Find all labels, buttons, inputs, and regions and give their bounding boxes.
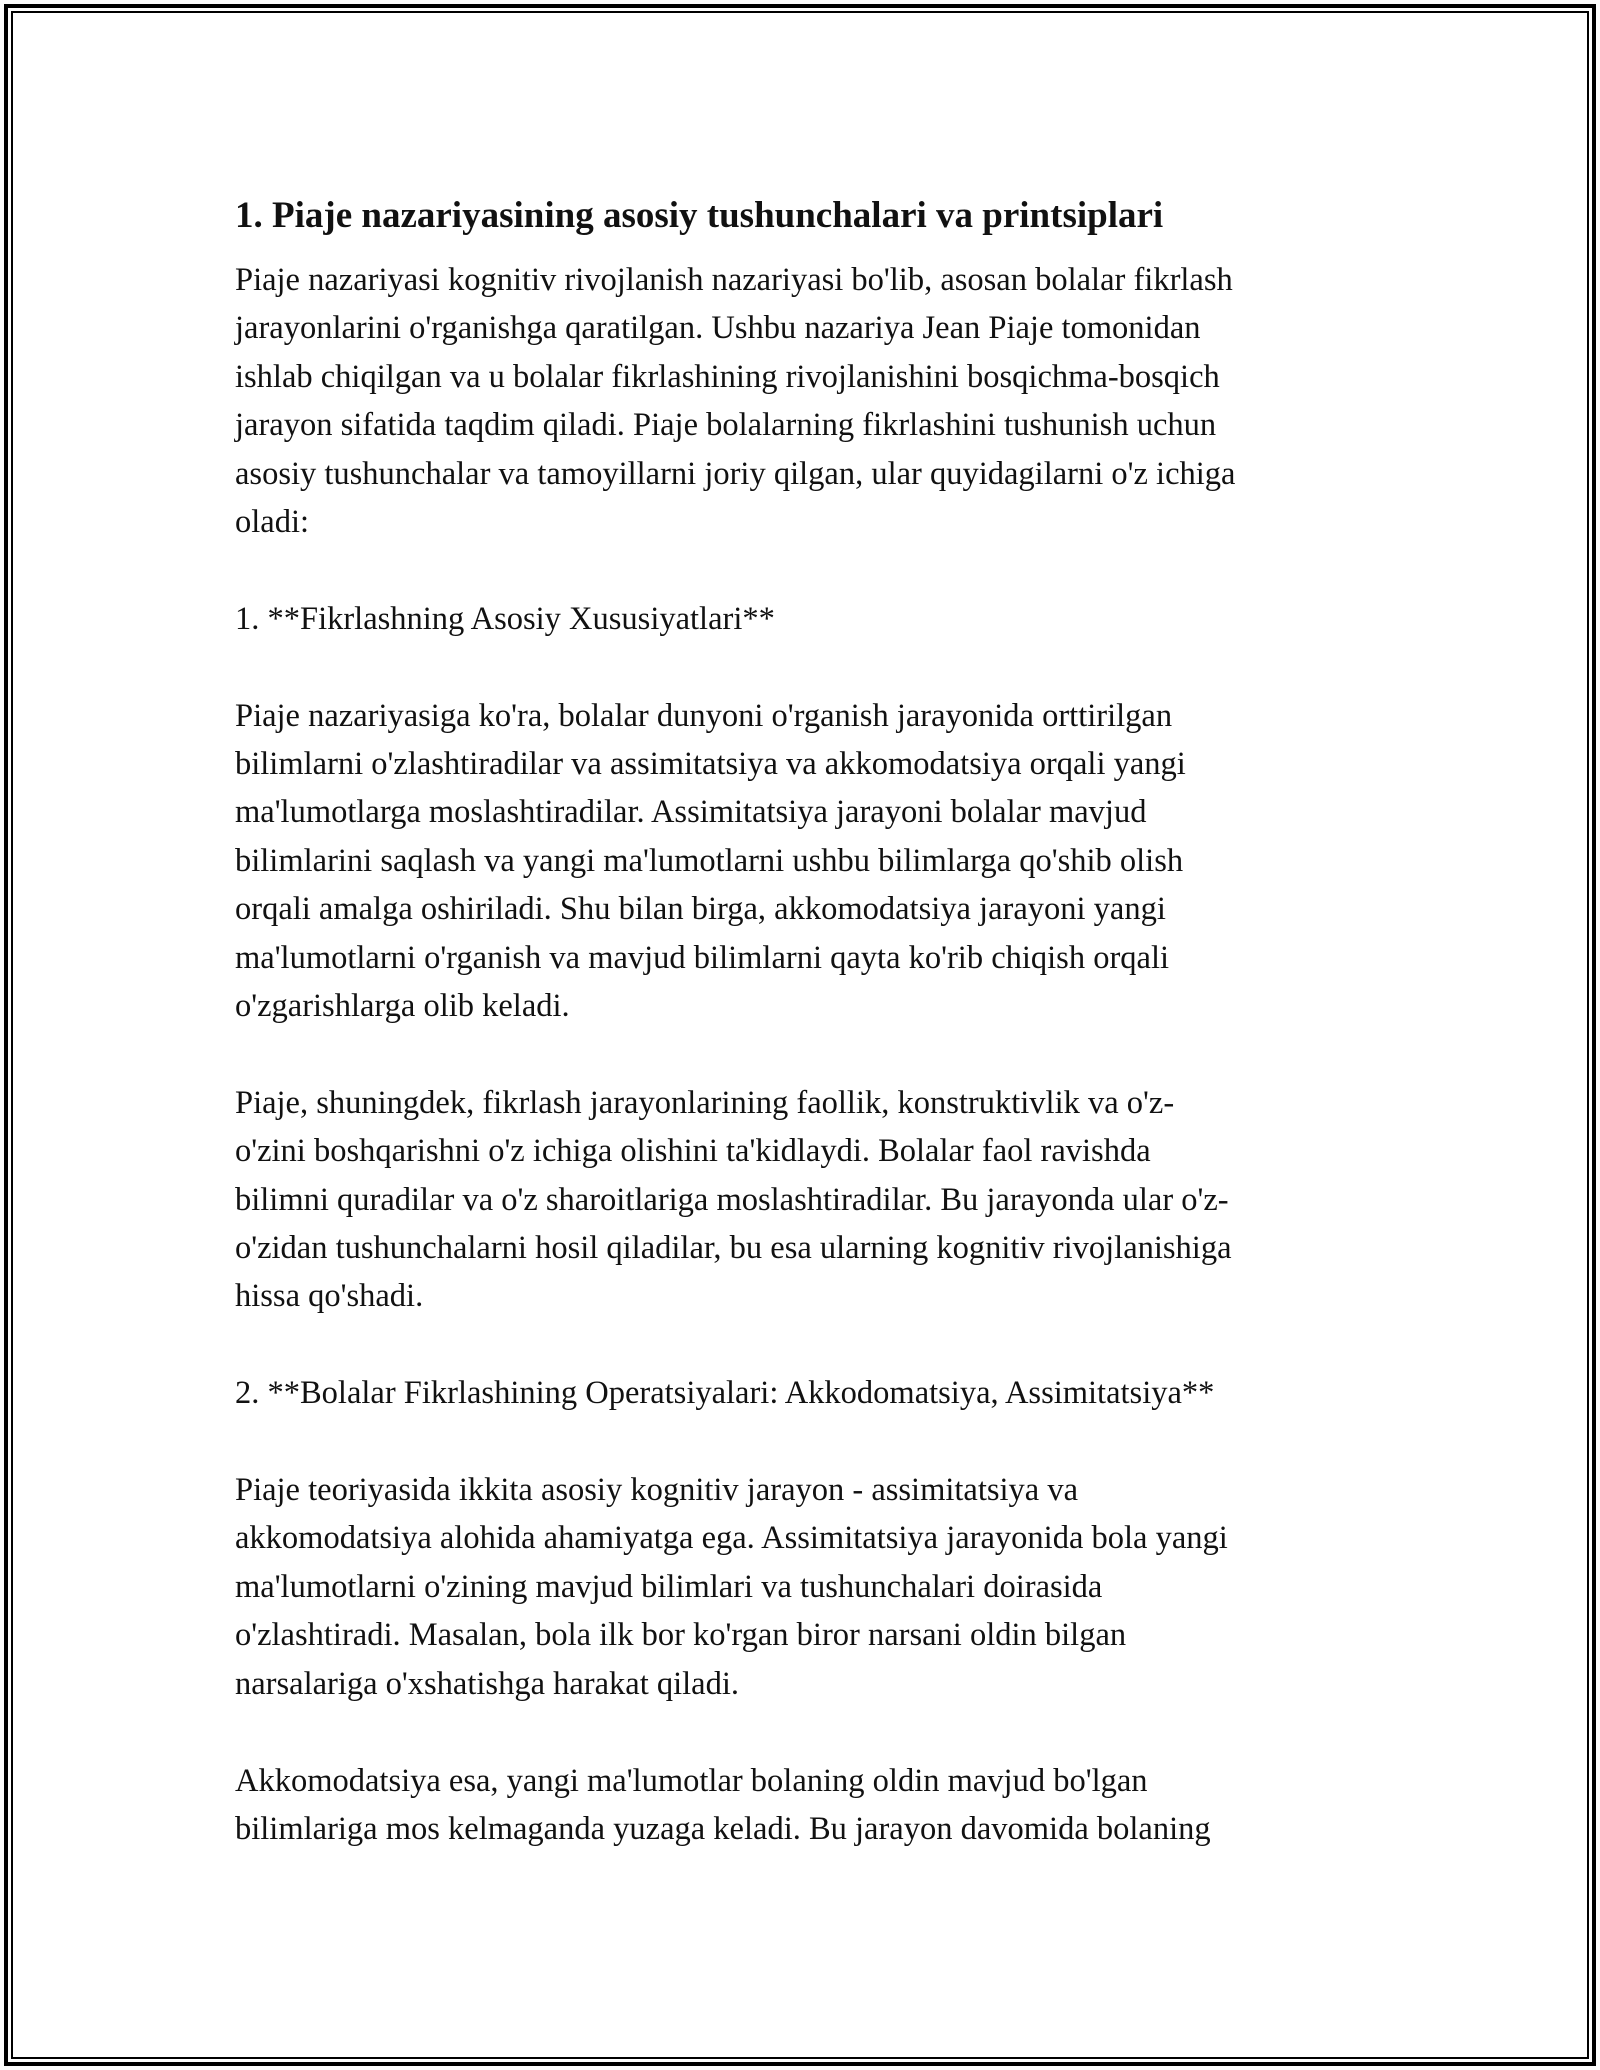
subsection-1-title: 1. **Fikrlashning Asosiy Xususiyatlari** [235,600,775,637]
subsection-2-paragraph-2: Akkomodatsiya esa, yangi ma'lumotlar bolaning oldin mavjud bo'lgan bilimlariga mos kelmaganda yuzaga keladi. Bu jarayon davomida bolaning [235,1762,1211,1847]
section-heading: 1. Piaje nazariyasining asosiy tushunchalari va printsiplari [235,195,1164,236]
intro-paragraph: Piaje nazariyasi kognitiv rivojlanish nazariyasi bo'lib, asosan bolalar fikrlash jarayonlarini o'rganishga qaratilgan. Ushbu nazariya Jean Piaje tomonidan ishlab chiqilgan va u bolalar fikrlashining rivojlanishini bosqichma-bosqich jarayon sifatida taqdim qiladi. Piaje bolalarning fikrlashini tushunish uchun asosiy tushunchalar va tamoyillarni joriy qilgan, ular quyidagilarni o'z ichiga oladi: [235,262,1236,541]
subsection-2-title: 2. **Bolalar Fikrlashining Operatsiyalari: Akkodomatsiya, Assimitatsiya** [235,1375,1215,1412]
subsection-2-paragraph-1: Piaje teoriyasida ikkita asosiy kognitiv jarayon - assimitatsiya va akkomodatsiya alohida ahamiyatga ega. Assimitatsiya jarayonida bola yangi ma'lumotlarni o'zining mavjud bilimlari va tushunchalari doirasida o'zlashtiradi. Masalan, bola ilk bor ko'rgan biror narsani oldin bilgan narsalariga o'xshatishga harakat qiladi. [235,1472,1228,1702]
subsection-1-paragraph-1: Piaje nazariyasiga ko'ra, bolalar dunyoni o'rganish jarayonida orttirilgan bilimlarni o'zlashtiradilar va assimitatsiya va akkomodatsiya orqali yangi ma'lumotlarga moslashtiradilar. Assimitatsiya jarayoni bolalar mavjud bilimlarini saqlash va yangi ma'lumotlarni ushbu bilimlarga qo'shib olish orqali amalga oshiriladi. Shu bilan birga, akkomodatsiya jarayoni yangi ma'lumotlarni o'rganish va mavjud bilimlarni qayta ko'rib chiqish orqali o'zgarishlarga olib keladi. [235,697,1186,1025]
subsection-1-paragraph-2: Piaje, shuningdek, fikrlash jarayonlarining faollik, konstruktivlik va o'z- o'zini boshqarishni o'z ichiga olishini ta'kidlaydi. Bolalar faol ravishda bilimni quradilar va o'z sharoitlariga moslashtiradilar. Bu jarayonda ular o'z- o'zidan tushunchalarni hosil qiladilar, bu esa ularning kognitiv rivojlanishiga hissa qo'shadi. [235,1084,1232,1315]
document-body [235,186,1380,1853]
